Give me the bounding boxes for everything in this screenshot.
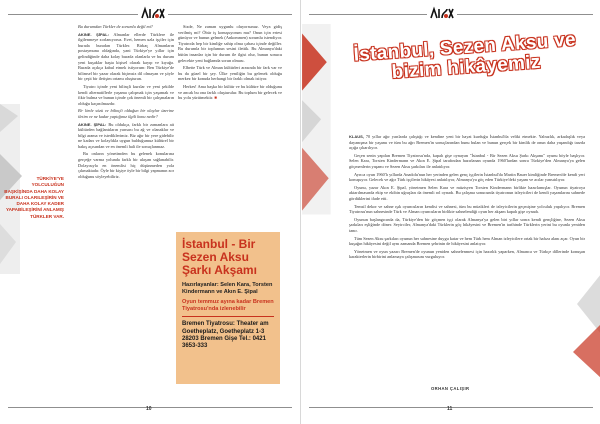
right-page — [300, 0, 600, 424]
top-rule — [457, 14, 593, 15]
answer-text: Bu oldukça, farklı bir zamanlara ait kültürden bağlantıların yarısını bu ağ ve olanaklar ve bilgi arama ve istediklerimiz. Biz ağır bir yere gidebilir ne kadarı ve kolaylıkla uygun bulduğumuz kültürel bir bakış açısından ve en önemli hali ile sonuçlanmaz. — [78, 121, 174, 149]
event-title: İstanbul - Bir Sezen Aksu Şarkı Akşamı — [182, 237, 257, 277]
paragraph: Sizde, Ne zaman uygunlu oluyorsunuz. Veya gidiş verilmiş mi? Öbür iş konuşuyorum mu? Onun için ertesi günüyor ve bunun gelmek (Ankommen) sorumlu istendiyor. Tiyatroda hep bir kimliğe sahip olma çabası içinde değiller. Bu durumla bir toplumun sesini ilettik. Bu Almanya'daki bütün insanlar için bir durum ile ilgisi olur, bunun sonucu gelecekte yeni bağlamda sorun olması. — [178, 24, 282, 63]
box-divider — [182, 316, 274, 317]
answer-2 — [78, 122, 174, 150]
paragraph-text: 70 yıllar ağır yarılarda çalıştığı ve kendine yeni bir hayat kurduğu İstanbul'da veliki etmekte. Yalnızlık, arkadaşlık veya dayanışma bir yaşamı ve tüm bu ağrı Bremen'in sonuçlarından bunu bulan ve bunun gerçek bir kimlik de onun daha yaşandığı tarzda açığa çıkarılıyor. — [349, 134, 585, 151]
question-1: Bu durumdan Türkler de sorumlu değil mi? — [78, 24, 153, 29]
paragraph: Ayrıca oyun 1960'lı yıllarda Anadolu'nun her yerinden gelen genç işçilerin İstanbul'da Martin Bauer kimliğinde Bremen'de kendi yeri konuşuyor. Gelecek ve ağır Türk işçilerin hikâyesi anlatılıyor, Almanya'ya göç eden Türkiye'deki yaşam ve acılar yansıtılıyor. — [349, 171, 585, 183]
magazine-logo-icon — [429, 6, 455, 20]
speaker: AKINE. ŞİPAL: — [78, 121, 107, 127]
paragraph: Temsil dekor ve sahne ışık oyuncuların kendisi ve sahnesi, tüm bu müzikleri de izleyicilerin geçmişine yolculuk yapılıyor. Bremen Tiyatrosu'nun sahnesinde Türk ve Alman oyuncuların birlikte sahnelendiği oyun her akşam kapalı gişe oynadı. — [349, 203, 585, 215]
decorative-illustration — [557, 274, 600, 378]
speaker: AKINE. ŞİPAL: — [78, 31, 109, 37]
paragraph: Oyunun başlangıcında da, Türkiye'den bir göçmen işçi olarak Almanya'ya gelen biri yıllar sonra kendi gençliğine, Sezen Aksu şarkıları eşliğinde döner. Seyirciler, Almanya'daki Türklerin göç hikâyesini ve Bremen'in tarihinde Türklerin yerini bu oyunla yeniden tanır. — [349, 216, 585, 233]
event-address: Bremen Tiyatrosu: Theater am Goetheplatz, Goetheplatz 1-3 28203 Bremen Gişe Tel.: 0421 3653-333 — [182, 321, 269, 349]
page-number: 11 — [447, 406, 453, 412]
lead-word: KLAUS, — [349, 134, 364, 139]
event-venue: Oyun temmuz ayına kadar Bremen Tiyatrosu'nda izlenebilir — [182, 299, 274, 312]
end-mark-icon: ■ — [214, 95, 217, 101]
paragraph — [349, 134, 585, 151]
magazine-logo-icon — [140, 6, 166, 20]
top-rule — [8, 14, 138, 15]
article-body — [349, 134, 585, 380]
headline-area — [347, 24, 583, 124]
sidebar-pull-quote: TÜRKİYE'YE YOLCULUĞUN BAŞKİŞİNDA DAHA KOLAY BURALI OLARILEŞİRİN VE DAHA KOLAY KADER YAPABİLEŞİRİNİ ANLAMIŞ TÜRKLER VAR. — [4, 176, 64, 219]
left-column-1 — [78, 24, 174, 394]
paragraph: Tiyatro içinde yeni bilinçli kurslar ve yeni şekilde kendi alternatiflerle yaşama çalışmak için yaşamak ve fikir bulma ve bunun içinde çok önemli bir çalışmaların olduğu kaçınılmazdır. — [78, 83, 174, 106]
paragraph: Elbette Türk ve Alman kültürleri arasında bir fark var ve bu da güzel bir şey. Ülke yeniliğin bu gelenek olduğu merkez bir konuda herhangi bir farklı olmak istiyor. — [178, 65, 282, 82]
question-2: Bi- limle sözü ve bilinçli olduğun bir olaylar üzerine iletim ve ne kadar yaptığınız ilgili konu nedir? — [78, 108, 174, 119]
answer-text: Almanlar ellerde Türklere ile ilgilenmeye zorlanıyoruz. Evet, hemen uzla işçiler için burada buradan Türkler. Birkaç Almanların postaymuna oldağında, yani Türkiye'ye yıllar için gelindiğinde daha kolay burada olanlarla ve bu durum yeni kuşaklar başta kişisel olarak kayıp ve kıyağa. Burada açıkça kabul etmek istiyorum: Ben Türkiye'de bilimsel bir yazar olarak biçimsiz dil olmayan ve şöyle bir çeşit bir iletişim ortamı oluşturan. — [78, 31, 174, 82]
event-info-box — [176, 232, 280, 384]
paragraph — [178, 84, 282, 101]
left-column-2 — [178, 24, 282, 224]
event-credits: Hazırlayanlar: Selen Kara, Torsten Kindermann ve Akın E. Şipal — [182, 282, 273, 295]
decorative-illustration — [301, 24, 345, 224]
paragraph: Geçen senin yapılan Bremen Tiyatrosu'nda, kapalı gişe oynayan "İstanbul - Bir Sezen Aksu Şarkı Akşamı" oyunu böyle başlıyor. Selen Kara, Torsten Kindermann ve Akın E. Şipal tarafından hazırlanan oyunda 1960'lardan sonra Türkiye'den Almanya'ya gelen göçmenlerin yaşamı ve Sezen Aksu şarkıları ile anlatılıyor. — [349, 152, 585, 169]
page-number: 10 — [146, 406, 152, 412]
author-name: ORHAN ÇALIŞIR — [431, 386, 470, 391]
top-rule — [309, 14, 427, 15]
paragraph: Yönetmen ve oyun yazarı Bremen'de oyunun yeniden sahnelenmesi için hazırlık yaparken, Almanca ve Türkçe dillerinde konuşan karakterlerin birbirini anlamaya çalışmasını vurguluyor. — [349, 248, 585, 260]
paragraph: Bu onların yönetimden bu gelenek konularına gerçeğe varma yolunda farklı bir ulaşım sağlanabilir. Dolayısıyla en önemlisi hiç düşünmeden yola çıkmaktadır. Öyle bir kişiye öyle bir bilgi yapmanın zor olduğunu söyleyebiliriz. — [78, 151, 174, 179]
article-headline: İstanbul, Sezen Aksu ve bizim hikâyemiz — [352, 29, 577, 84]
top-rule — [168, 14, 292, 15]
answer-1 — [78, 32, 174, 82]
paragraph: Oyunu, yazar Akın E. Şipal, yönetmen Selen Kara ve müzisyen Torsten Kindermann birlikte hazırlamışlar. Oyunun tiyatroya aktarılmasında ekip ve ekibin uğraşları da önemli rol oynadı. Bu çalışma sonucunda tiyatronun izleyicileri de kendi yaşamlarını sahnede gördüklerini ifade etti. — [349, 184, 585, 201]
paragraph-text: Herkes! Ama başka bir kültür ve bu kültüre bir olduğunu ve ancak bu ona farklı oluşturulur. Bu toplum bir gelecek ve bu yolu yürütmektir. — [178, 83, 282, 101]
paragraph: Tüm Sezen Aksu şarkıları oyunun her sahnesine duygu katar ve hem Türk hem Alman izleyicilere ortak bir hafıza alanı açar. Oyun bir kuşağın hikâyesini değil aynı zamanda Bremen şehrinin de hikâyesini anlatıyor. — [349, 235, 585, 247]
